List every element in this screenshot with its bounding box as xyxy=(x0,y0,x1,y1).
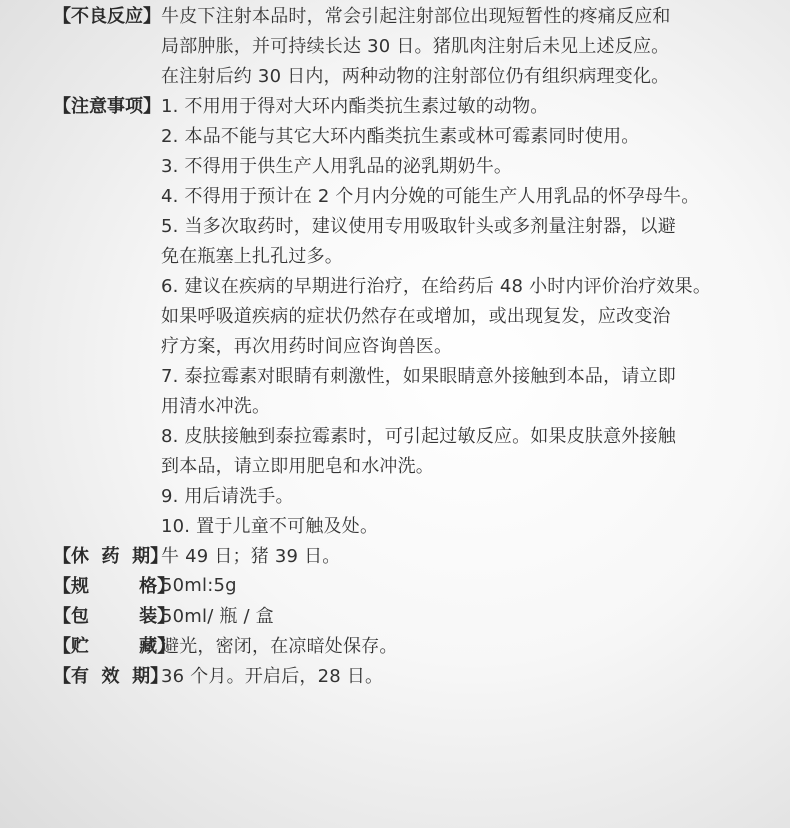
precautions-line-10 xyxy=(161,360,676,390)
precautions-label: 【注意事项】 xyxy=(53,96,161,117)
precautions-line-9 xyxy=(161,330,452,360)
precaution-item: 1. 不用用于得对大环内酯类抗生素过敏的动物。 xyxy=(161,96,549,117)
precaution-item: 如果呼吸道疾病的症状仍然存在或增加，或出现复发，应改变治 xyxy=(161,306,671,327)
package-row xyxy=(53,600,274,630)
adverse-reactions-label: 【不良反应】 xyxy=(53,6,161,27)
withdrawal-period-row xyxy=(53,540,341,570)
precautions-line-2 xyxy=(161,120,640,150)
storage-label: 【贮 藏】 xyxy=(53,636,176,657)
precautions-line-7 xyxy=(161,270,711,300)
precaution-item: 疗方案，再次用药时间应咨询兽医。 xyxy=(161,336,453,357)
adverse-reactions-line-1 xyxy=(53,0,671,30)
validity-label: 【有 效 期】 xyxy=(53,666,169,687)
adverse-reactions-text: 牛皮下注射本品时，常会引起注射部位出现短暂性的疼痛反应和 xyxy=(161,6,671,27)
precautions-line-5 xyxy=(161,210,676,240)
withdrawal-period-label: 【休 药 期】 xyxy=(53,546,169,567)
precaution-item: 用清水冲洗。 xyxy=(161,396,271,417)
precautions-line-11 xyxy=(161,390,270,420)
precautions-line-4 xyxy=(161,180,699,210)
withdrawal-period-value: 牛 49 日；猪 39 日。 xyxy=(161,546,341,567)
precaution-item: 到本品，请立即用肥皂和水冲洗。 xyxy=(161,456,434,477)
storage-value: 避光，密闭，在凉暗处保存。 xyxy=(161,636,398,657)
precaution-item: 7. 泰拉霉素对眼睛有刺激性，如果眼睛意外接触到本品，请立即 xyxy=(161,366,676,387)
validity-row xyxy=(53,660,383,690)
precautions-line-3 xyxy=(161,150,512,180)
precaution-item: 10. 置于儿童不可触及处。 xyxy=(161,516,379,537)
precaution-item: 6. 建议在疾病的早期进行治疗，在给药后 48 小时内评价治疗效果。 xyxy=(161,276,712,297)
precautions-line-13 xyxy=(161,450,434,480)
precaution-item: 4. 不得用于预计在 2 个月内分娩的可能生产人用乳品的怀孕母牛。 xyxy=(161,186,700,207)
precautions-line-15 xyxy=(161,510,378,540)
precaution-item: 9. 用后请洗手。 xyxy=(161,486,294,507)
precaution-item: 8. 皮肤接触到泰拉霉素时，可引起过敏反应。如果皮肤意外接触 xyxy=(161,426,676,447)
specification-label: 【规 格】 xyxy=(53,576,176,597)
precautions-line-1 xyxy=(53,90,549,120)
precaution-item: 3. 不得用于供生产人用乳品的泌乳期奶牛。 xyxy=(161,156,513,177)
precautions-line-14 xyxy=(161,480,294,510)
precautions-line-8 xyxy=(161,300,671,330)
precautions-line-12 xyxy=(161,420,676,450)
adverse-reactions-text: 在注射后约 30 日内，两种动物的注射部位仍有组织病理变化。 xyxy=(161,66,670,87)
package-label: 【包 装】 xyxy=(53,606,176,627)
precaution-item: 2. 本品不能与其它大环内酯类抗生素或林可霉素同时使用。 xyxy=(161,126,640,147)
adverse-reactions-text: 局部肿胀，并可持续长达 30 日。猪肌肉注射后未见上述反应。 xyxy=(161,36,670,57)
precaution-item: 免在瓶塞上扎孔过多。 xyxy=(161,246,343,267)
storage-row xyxy=(53,630,398,660)
specification-value: 50ml:5g xyxy=(161,574,237,596)
adverse-reactions-line-2 xyxy=(161,30,669,60)
adverse-reactions-line-3 xyxy=(161,60,669,90)
validity-value: 36 个月。开启后，28 日。 xyxy=(161,666,384,687)
precaution-item: 5. 当多次取药时，建议使用专用吸取针头或多剂量注射器，以避 xyxy=(161,216,676,237)
precautions-line-6 xyxy=(161,240,343,270)
package-value: 50ml/ 瓶 / 盒 xyxy=(161,606,274,627)
specification-row xyxy=(53,570,237,600)
